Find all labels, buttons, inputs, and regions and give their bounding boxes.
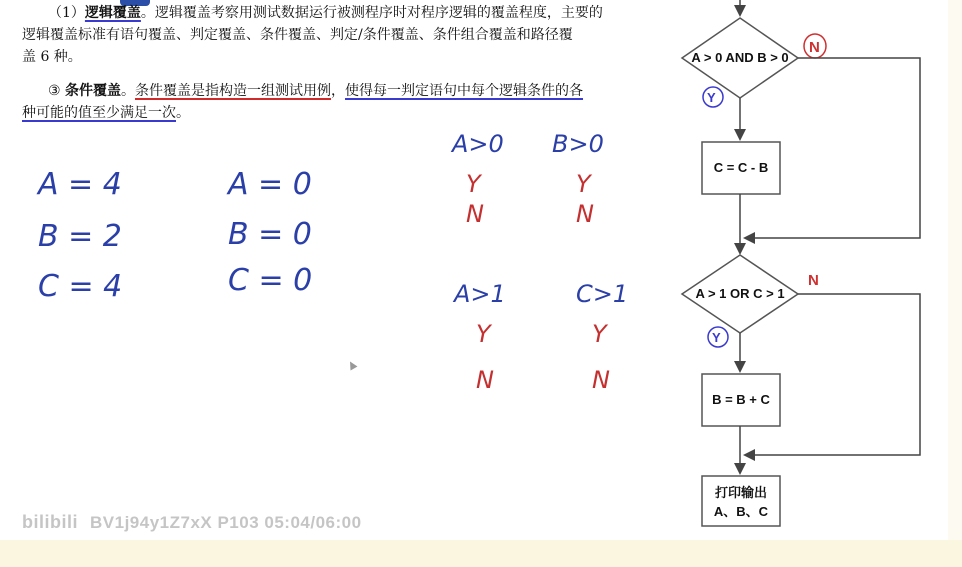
p1-line1: 。逻辑覆盖考察用测试数据运行被测程序时对程序逻辑的覆盖程度，主要的: [140, 5, 603, 21]
hw-set2-b: B = 0: [228, 217, 312, 252]
video-watermark: [22, 512, 362, 533]
p2-number: ③: [48, 83, 61, 99]
decision2-yes-label: Y: [712, 330, 721, 345]
p2-seg1: 。: [121, 83, 136, 99]
p1-line3: 盖 6 种。: [22, 49, 82, 65]
p2-requirement-cont: 种可能的值至少满足一次: [22, 105, 176, 121]
decision1-no-label: N: [809, 39, 820, 56]
decision1-label: A > 0 AND B > 0: [691, 50, 789, 65]
hw-cond-a1: A>1: [454, 280, 506, 308]
p1-number: （1）: [48, 5, 85, 21]
hw-set2-a: A = 0: [228, 167, 312, 202]
watermark-text: BV1j94y1Z7xX P103 05:04/06:00: [90, 513, 362, 532]
decision2-no-label: N: [808, 272, 819, 289]
bottom-margin: [0, 540, 962, 567]
right-margin: [948, 0, 962, 540]
hw-cond-a1-yes: Y: [476, 320, 491, 348]
output-label-line2: A、B、C: [713, 504, 769, 519]
hw-cond-b0: B>0: [552, 130, 604, 158]
process2-label: B = B + C: [712, 392, 770, 407]
hw-cond-b0-no: N: [576, 200, 594, 228]
hw-cond-a0-yes: Y: [466, 170, 481, 198]
p1-line2: 逻辑覆盖标准有语句覆盖、判定覆盖、条件覆盖、判定/条件覆盖、条件组合覆盖和路径覆: [22, 27, 573, 43]
hw-cond-c1-no: N: [592, 366, 610, 394]
p2-line2-end: 。: [176, 105, 190, 121]
output-label-line1: 打印输出: [714, 485, 768, 500]
p2-term: 条件覆盖: [65, 83, 122, 99]
hw-cond-c1-yes: Y: [592, 320, 607, 348]
process1-label: C = C - B: [713, 160, 769, 175]
hw-cond-a0-no: N: [466, 200, 484, 228]
decision1-yes-label: Y: [707, 90, 716, 105]
p1-term: 逻辑覆盖: [84, 5, 141, 21]
hw-set2-c: C = 0: [228, 263, 313, 298]
p2-seg3: ，: [331, 83, 346, 99]
hw-cond-c1: C>1: [576, 280, 629, 308]
bilibili-logo-icon: bilibili: [22, 512, 78, 532]
decision2-label: A > 1 OR C > 1: [695, 286, 785, 301]
hw-set1-b: B = 2: [38, 219, 122, 254]
flowchart: [660, 0, 948, 540]
p2-definition: 条件覆盖是指构造一组测试用例: [135, 83, 332, 99]
hw-set1-c: C = 4: [38, 269, 123, 304]
hw-cond-a0: A>0: [452, 130, 504, 158]
hw-cond-b0-yes: Y: [576, 170, 591, 198]
hw-set1-a: A = 4: [38, 167, 122, 202]
hw-cond-a1-no: N: [476, 366, 494, 394]
p2-requirement: 使得每一判定语句中每个逻辑条件的各: [345, 83, 584, 99]
